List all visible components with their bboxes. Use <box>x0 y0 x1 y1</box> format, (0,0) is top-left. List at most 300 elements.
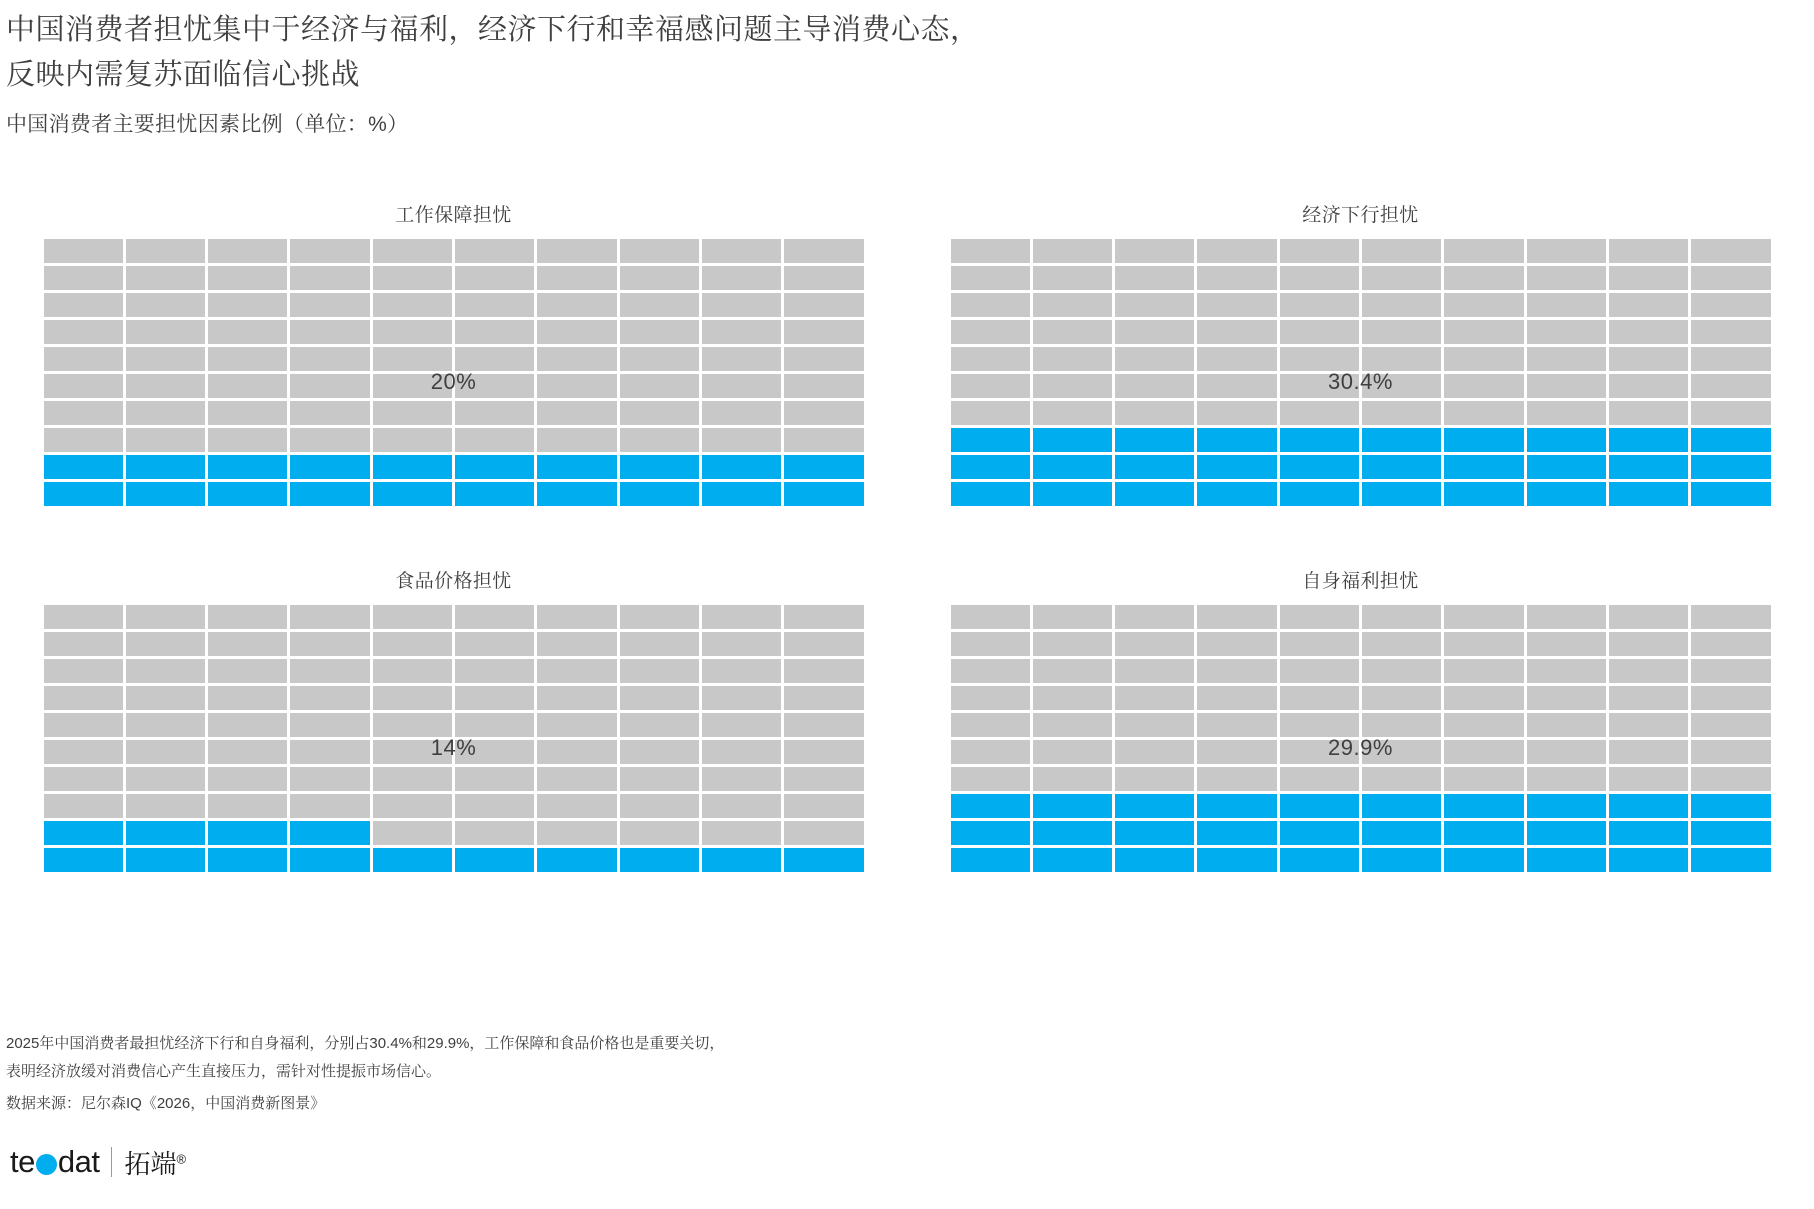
waffle-cell <box>1197 293 1276 317</box>
waffle-cell <box>702 632 781 656</box>
waffle-cell <box>620 293 699 317</box>
waffle-cell <box>1527 374 1606 398</box>
waffle-cell <box>1362 266 1441 290</box>
waffle-cell <box>1197 632 1276 656</box>
waffle-cell <box>951 848 1030 872</box>
waffle-cell <box>537 293 616 317</box>
waffle-cell <box>1444 794 1523 818</box>
waffle-cell <box>784 632 863 656</box>
waffle-cell <box>702 482 781 506</box>
waffle-cell <box>702 401 781 425</box>
waffle-cell <box>1197 455 1276 479</box>
waffle-cell <box>290 347 369 371</box>
waffle-cell <box>702 266 781 290</box>
waffle-cell <box>373 740 452 764</box>
waffle-cell <box>1280 347 1359 371</box>
brand-logo <box>10 1140 186 1184</box>
waffle-cell <box>455 347 534 371</box>
waffle-cell <box>537 848 616 872</box>
waffle-cell <box>1033 320 1112 344</box>
waffle-cell <box>784 428 863 452</box>
waffle-cell <box>1609 401 1688 425</box>
waffle-cell <box>373 605 452 629</box>
waffle-cell <box>702 740 781 764</box>
waffle-cell <box>537 713 616 737</box>
waffle-cell <box>455 659 534 683</box>
waffle-wrap <box>951 239 1771 506</box>
waffle-cell <box>537 659 616 683</box>
waffle-cell <box>1444 347 1523 371</box>
waffle-cell <box>455 848 534 872</box>
waffle-cell <box>1444 848 1523 872</box>
waffle-cell <box>1362 605 1441 629</box>
waffle-cell <box>455 374 534 398</box>
waffle-cell <box>208 794 287 818</box>
waffle-cell <box>620 401 699 425</box>
waffle-value-label: 14% <box>430 735 477 760</box>
waffle-cell <box>126 266 205 290</box>
waffle-cell <box>44 767 123 791</box>
brand-wordmark <box>10 1144 99 1180</box>
panel-food-price <box>0 566 907 872</box>
page-title-line-1: 中国消费者担忧集中于经济与福利，经济下行和幸福感问题主导消费心态， <box>6 14 980 46</box>
waffle-cell <box>44 848 123 872</box>
waffle-cell <box>784 347 863 371</box>
waffle-cell <box>373 347 452 371</box>
waffle-cell <box>1197 428 1276 452</box>
waffle-cell <box>1691 401 1770 425</box>
waffle-cell <box>951 482 1030 506</box>
waffle-cell <box>1115 821 1194 845</box>
waffle-cell <box>126 293 205 317</box>
waffle-cell <box>1444 374 1523 398</box>
waffle-cell <box>620 659 699 683</box>
waffle-cell <box>373 686 452 710</box>
waffle-cell <box>1362 821 1441 845</box>
waffle-value-label: 29.9% <box>1328 735 1393 760</box>
waffle-cell <box>1362 374 1441 398</box>
waffle-cell <box>373 455 452 479</box>
waffle-cell <box>455 293 534 317</box>
waffle-cell <box>373 374 452 398</box>
waffle-cell <box>290 266 369 290</box>
waffle-cell <box>537 320 616 344</box>
waffle-cell <box>1033 239 1112 263</box>
waffle-cell <box>1115 455 1194 479</box>
waffle-cell <box>1033 821 1112 845</box>
waffle-cell <box>373 401 452 425</box>
panel-row-bottom <box>0 566 1814 872</box>
waffle-cell <box>1609 821 1688 845</box>
waffle-cell <box>1033 713 1112 737</box>
waffle-cell <box>208 740 287 764</box>
waffle-cell <box>44 374 123 398</box>
waffle-cell <box>208 713 287 737</box>
waffle-cell <box>537 794 616 818</box>
waffle-cell <box>126 239 205 263</box>
waffle-cell <box>1280 821 1359 845</box>
waffle-cell <box>1362 239 1441 263</box>
waffle-cell <box>1280 455 1359 479</box>
waffle-cell <box>1280 266 1359 290</box>
waffle-cell <box>1362 320 1441 344</box>
waffle-cell <box>1609 740 1688 764</box>
waffle-cell <box>537 347 616 371</box>
waffle-cell <box>620 767 699 791</box>
waffle-cell <box>1115 482 1194 506</box>
waffle-cell <box>208 239 287 263</box>
waffle-cell <box>951 686 1030 710</box>
waffle-cell <box>290 401 369 425</box>
panel-job-security <box>0 200 907 506</box>
waffle-cell <box>620 374 699 398</box>
waffle-cell <box>373 632 452 656</box>
waffle-cell <box>784 794 863 818</box>
brand-dot-icon <box>36 1154 57 1175</box>
waffle-cell <box>1691 293 1770 317</box>
waffle-cell <box>1280 482 1359 506</box>
waffle-cell <box>1691 659 1770 683</box>
waffle-cell <box>1527 767 1606 791</box>
waffle-cell <box>1609 320 1688 344</box>
waffle-cell <box>1280 659 1359 683</box>
waffle-cell <box>290 320 369 344</box>
waffle-cell <box>455 266 534 290</box>
waffle-cell <box>290 293 369 317</box>
waffle-wrap <box>951 605 1771 872</box>
waffle-cell <box>1527 239 1606 263</box>
footnote-line-2: 表明经济放缓对消费信心产生直接压力，需针对性提振市场信心。 <box>6 1062 442 1080</box>
waffle-cell <box>1444 740 1523 764</box>
waffle-cell <box>44 320 123 344</box>
waffle-cell <box>537 605 616 629</box>
waffle-cell <box>784 713 863 737</box>
panel-row-top <box>0 200 1814 506</box>
waffle-cell <box>1033 848 1112 872</box>
waffle-cell <box>1527 821 1606 845</box>
waffle-cell <box>1033 374 1112 398</box>
waffle-cell <box>1115 686 1194 710</box>
waffle-cell <box>1609 659 1688 683</box>
waffle-cell <box>1280 848 1359 872</box>
waffle-cell <box>1033 767 1112 791</box>
waffle-cell <box>620 821 699 845</box>
waffle-cell <box>208 482 287 506</box>
waffle-cell <box>1527 659 1606 683</box>
waffle-cell <box>44 428 123 452</box>
brand-name-cn: 拓端® <box>124 1148 187 1179</box>
waffle-cell <box>1444 239 1523 263</box>
waffle-cell <box>455 605 534 629</box>
waffle-cell <box>455 740 534 764</box>
waffle-cell <box>784 740 863 764</box>
waffle-cell <box>1362 848 1441 872</box>
waffle-cell <box>44 266 123 290</box>
waffle-cell <box>1691 686 1770 710</box>
waffle-cell <box>620 794 699 818</box>
waffle-cell <box>1115 605 1194 629</box>
waffle-cell <box>784 482 863 506</box>
waffle-cell <box>951 239 1030 263</box>
waffle-cell <box>702 686 781 710</box>
waffle-cell <box>784 239 863 263</box>
waffle-cell <box>290 794 369 818</box>
waffle-cell <box>44 713 123 737</box>
waffle-cell <box>1115 659 1194 683</box>
waffle-cell <box>1197 374 1276 398</box>
waffle-cell <box>1197 605 1276 629</box>
waffle-cell <box>951 794 1030 818</box>
brand-name-part2: dat <box>57 1144 100 1179</box>
waffle-cell <box>1115 239 1194 263</box>
waffle-cell <box>1691 740 1770 764</box>
waffle-cell <box>1527 605 1606 629</box>
waffle-cell <box>1362 794 1441 818</box>
waffle-cell <box>455 239 534 263</box>
waffle-cell <box>1691 632 1770 656</box>
waffle-cell <box>455 428 534 452</box>
waffle-cell <box>1609 347 1688 371</box>
panel-economic-downturn <box>907 200 1814 506</box>
waffle-cell <box>208 659 287 683</box>
footnotes <box>6 1030 1106 1117</box>
waffle-cell <box>1362 659 1441 683</box>
waffle-value-label: 20% <box>430 369 477 394</box>
waffle-cell <box>1527 455 1606 479</box>
waffle-cell <box>373 293 452 317</box>
waffle-cell <box>1197 347 1276 371</box>
waffle-cell <box>455 821 534 845</box>
waffle-cell <box>537 455 616 479</box>
waffle-cell <box>290 659 369 683</box>
source-line: 数据来源：尼尔森IQ《2026，中国消费新图景》 <box>6 1094 326 1112</box>
waffle-cell <box>373 794 452 818</box>
waffle-cell <box>702 347 781 371</box>
waffle-cell <box>455 482 534 506</box>
waffle-cell <box>1691 821 1770 845</box>
waffle-cell <box>373 767 452 791</box>
waffle-cell <box>1197 320 1276 344</box>
waffle-cell <box>290 482 369 506</box>
waffle-cell <box>951 347 1030 371</box>
waffle-cell <box>126 482 205 506</box>
waffle-cell <box>1691 482 1770 506</box>
waffle-cell <box>1444 605 1523 629</box>
waffle-cell <box>1033 794 1112 818</box>
waffle-cell <box>373 821 452 845</box>
waffle-cell <box>1609 266 1688 290</box>
waffle-cell <box>1444 293 1523 317</box>
waffle-cell <box>1033 455 1112 479</box>
waffle-cell <box>1115 713 1194 737</box>
waffle-cell <box>1115 266 1194 290</box>
waffle-cell <box>951 659 1030 683</box>
waffle-cell <box>537 821 616 845</box>
waffle-cell <box>290 686 369 710</box>
waffle-cell <box>1115 374 1194 398</box>
waffle-cell <box>1362 347 1441 371</box>
waffle-cell <box>1609 848 1688 872</box>
waffle-cell <box>1115 347 1194 371</box>
waffle-cell <box>1609 455 1688 479</box>
waffle-cell <box>1444 482 1523 506</box>
waffle-cell <box>1033 632 1112 656</box>
waffle-cell <box>702 605 781 629</box>
waffle-cell <box>951 320 1030 344</box>
waffle-cell <box>951 374 1030 398</box>
waffle-cell <box>1691 713 1770 737</box>
waffle-cell <box>1362 293 1441 317</box>
waffle-cell <box>1444 266 1523 290</box>
waffle-cell <box>1362 740 1441 764</box>
waffle-cell <box>1691 347 1770 371</box>
waffle-cell <box>208 374 287 398</box>
waffle-cell <box>1527 482 1606 506</box>
waffle-cell <box>702 767 781 791</box>
footnote-line-1: 2025年中国消费者最担忧经济下行和自身福利，分别占30.4%和29.9%，工作保障和食品价格也是重要关切， <box>6 1035 725 1052</box>
waffle-cell <box>44 455 123 479</box>
waffle-cell <box>1033 686 1112 710</box>
waffle-cell <box>620 632 699 656</box>
waffle-cell <box>455 320 534 344</box>
waffle-cell <box>1362 482 1441 506</box>
waffle-cell <box>44 347 123 371</box>
waffle-cell <box>1444 686 1523 710</box>
waffle-cell <box>455 794 534 818</box>
waffle-cell <box>620 848 699 872</box>
waffle-cell <box>620 455 699 479</box>
waffle-cell <box>1033 266 1112 290</box>
waffle-cell <box>1609 374 1688 398</box>
waffle-cell <box>1444 401 1523 425</box>
waffle-cell <box>702 794 781 818</box>
waffle-cell <box>537 428 616 452</box>
waffle-cell <box>290 374 369 398</box>
waffle-cell <box>1280 401 1359 425</box>
waffle-cell <box>1280 428 1359 452</box>
waffle-cell <box>373 266 452 290</box>
waffle-cell <box>1115 632 1194 656</box>
waffle-cell <box>702 428 781 452</box>
waffle-grid <box>44 605 864 872</box>
waffle-cell <box>44 239 123 263</box>
waffle-cell <box>702 455 781 479</box>
waffle-cell <box>1691 239 1770 263</box>
waffle-cell <box>1033 401 1112 425</box>
panel-title: 工作保障担忧 <box>395 205 512 226</box>
waffle-cell <box>373 659 452 683</box>
waffle-cell <box>537 401 616 425</box>
panel-personal-welfare <box>907 566 1814 872</box>
waffle-cell <box>1362 428 1441 452</box>
waffle-cell <box>1444 659 1523 683</box>
waffle-panels <box>0 200 1814 872</box>
waffle-cell <box>290 713 369 737</box>
waffle-cell <box>1609 293 1688 317</box>
waffle-cell <box>951 428 1030 452</box>
waffle-cell <box>784 266 863 290</box>
waffle-cell <box>1280 293 1359 317</box>
waffle-cell <box>702 713 781 737</box>
waffle-cell <box>1609 428 1688 452</box>
waffle-cell <box>1115 320 1194 344</box>
waffle-cell <box>1362 455 1441 479</box>
waffle-cell <box>1280 794 1359 818</box>
waffle-cell <box>1197 239 1276 263</box>
waffle-cell <box>537 767 616 791</box>
waffle-cell <box>126 821 205 845</box>
waffle-cell <box>126 713 205 737</box>
page-title-line-2: 反映内需复苏面临信心挑战 <box>6 58 361 91</box>
waffle-cell <box>126 632 205 656</box>
waffle-cell <box>1691 428 1770 452</box>
waffle-cell <box>702 848 781 872</box>
waffle-cell <box>208 428 287 452</box>
waffle-cell <box>702 374 781 398</box>
page-subtitle: 中国消费者主要担忧因素比例（单位：%） <box>6 112 409 136</box>
waffle-cell <box>1280 632 1359 656</box>
waffle-cell <box>1115 401 1194 425</box>
waffle-cell <box>951 401 1030 425</box>
waffle-cell <box>1197 821 1276 845</box>
waffle-cell <box>126 740 205 764</box>
waffle-cell <box>1280 713 1359 737</box>
waffle-cell <box>784 848 863 872</box>
waffle-cell <box>1444 713 1523 737</box>
waffle-cell <box>537 686 616 710</box>
waffle-cell <box>537 632 616 656</box>
waffle-cell <box>1115 293 1194 317</box>
waffle-cell <box>1115 767 1194 791</box>
waffle-cell <box>44 740 123 764</box>
waffle-cell <box>1691 455 1770 479</box>
waffle-grid <box>951 239 1771 506</box>
waffle-cell <box>455 632 534 656</box>
waffle-cell <box>784 821 863 845</box>
waffle-cell <box>1280 686 1359 710</box>
waffle-cell <box>537 374 616 398</box>
waffle-cell <box>373 239 452 263</box>
waffle-cell <box>1609 482 1688 506</box>
waffle-cell <box>1691 266 1770 290</box>
waffle-cell <box>126 347 205 371</box>
waffle-cell <box>1527 713 1606 737</box>
waffle-cell <box>1691 374 1770 398</box>
waffle-value-label: 30.4% <box>1328 369 1393 394</box>
waffle-cell <box>951 767 1030 791</box>
panel-title: 自身福利担忧 <box>1302 571 1419 592</box>
waffle-cell <box>126 794 205 818</box>
waffle-cell <box>1280 374 1359 398</box>
waffle-cell <box>1609 686 1688 710</box>
waffle-cell <box>208 767 287 791</box>
waffle-cell <box>1033 482 1112 506</box>
waffle-cell <box>1362 686 1441 710</box>
waffle-cell <box>44 686 123 710</box>
waffle-cell <box>290 239 369 263</box>
waffle-cell <box>1691 767 1770 791</box>
waffle-cell <box>784 401 863 425</box>
waffle-cell <box>1280 740 1359 764</box>
waffle-cell <box>290 428 369 452</box>
waffle-cell <box>784 605 863 629</box>
waffle-cell <box>1444 320 1523 344</box>
waffle-cell <box>1527 428 1606 452</box>
waffle-cell <box>702 821 781 845</box>
waffle-cell <box>1197 266 1276 290</box>
waffle-cell <box>1033 740 1112 764</box>
waffle-cell <box>373 320 452 344</box>
